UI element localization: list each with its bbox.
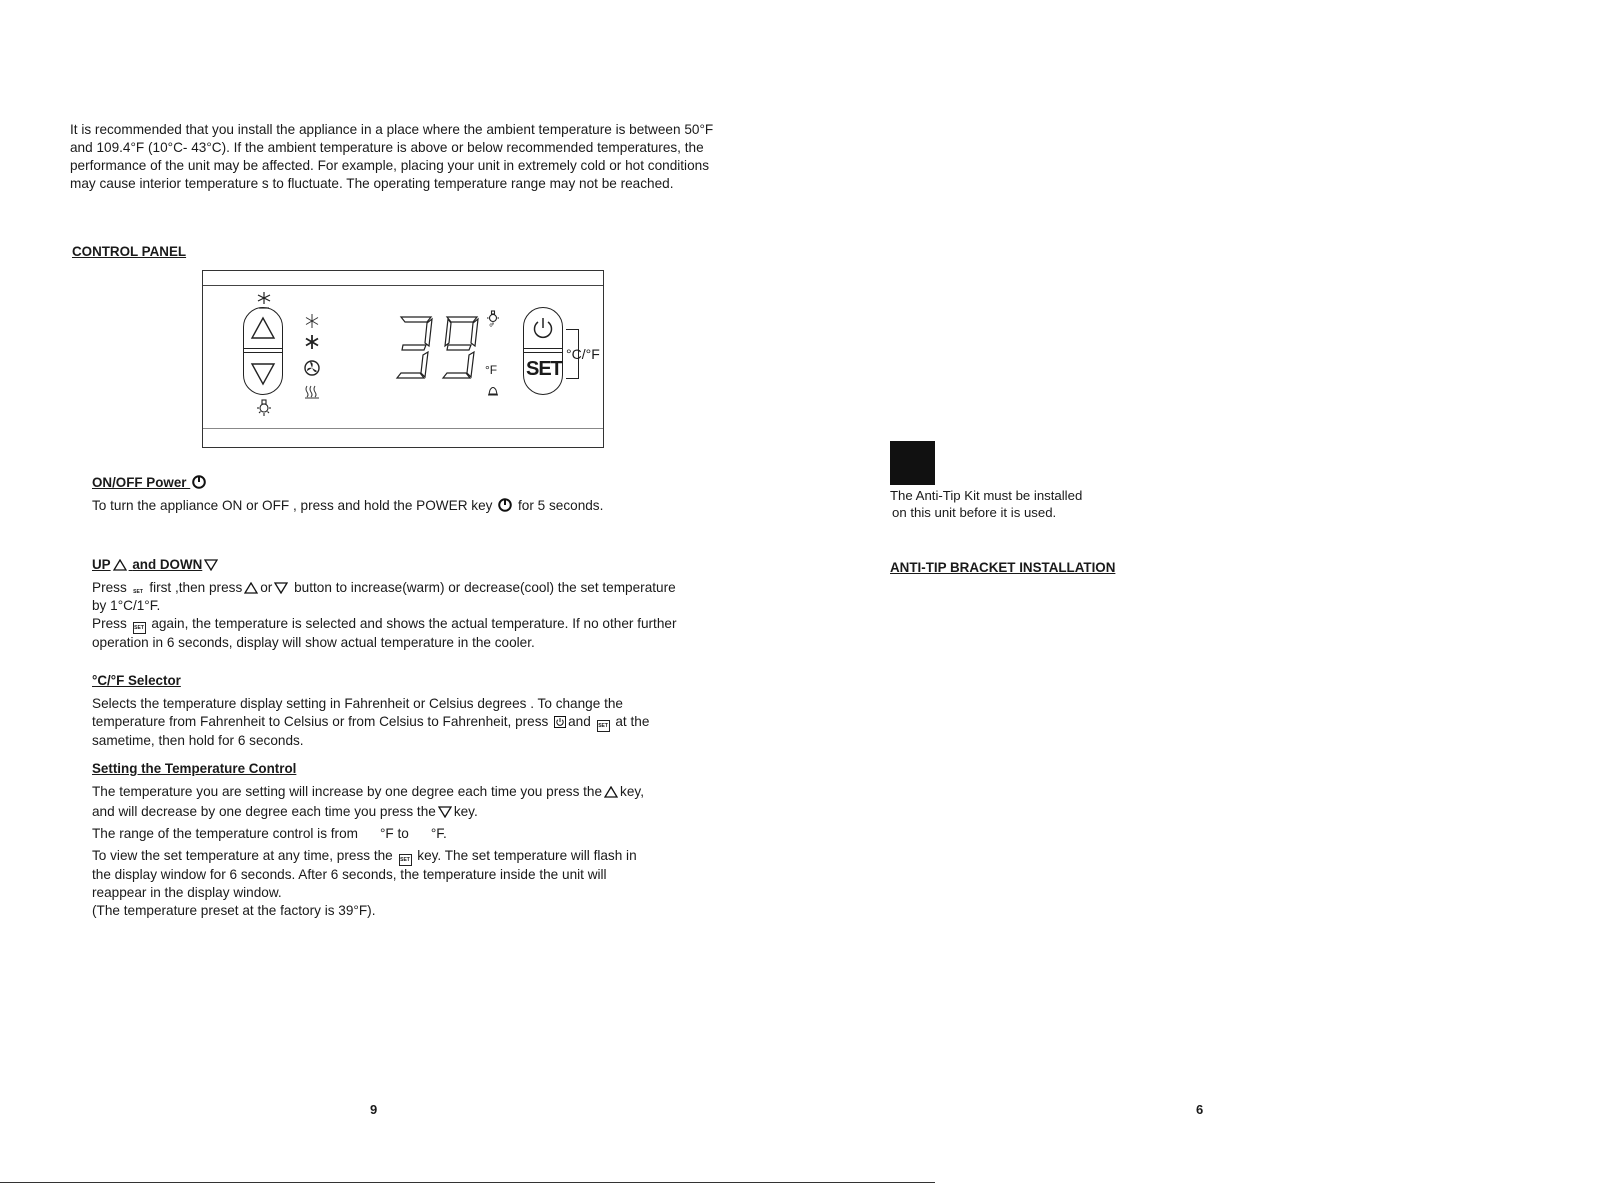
warning-symbol-box [890,441,935,485]
down-arrow-icon [204,559,218,571]
text: Press [92,616,127,631]
down-arrow-icon[interactable] [250,362,276,386]
intro-line: performance of the unit may be affected. For example, placing your unit in extremely cold or hot conditions [70,158,709,173]
text: again, the temperature is selected and shows the actual temperature. If no other further [151,616,677,631]
setting-section [92,760,732,920]
text: °F to [379,826,409,841]
text: °F. [430,826,447,841]
text: at the [615,714,650,729]
bottom-rule [0,1182,935,1183]
setting-line: the display window for 6 seconds. After 6 seconds, the temperature inside the unit will [92,867,607,882]
alarm-bell-icon [487,385,499,397]
set-key-icon: SET [597,720,610,732]
power-heading [92,474,732,492]
anti-tip-heading: ANTI-TIP BRACKET INSTALLATION [890,560,1116,575]
panel-bottom-band [203,428,603,429]
setting-line [92,803,732,821]
text: and will decrease by one degree each time you press the [92,804,436,819]
power-key-icon [554,716,566,728]
up-arrow-icon[interactable] [250,316,276,340]
snowflake-icon [304,313,320,329]
text: key. The set temperature will flash in [417,848,637,863]
intro-line: and 109.4°F (10°C- 43°C). If the ambient temperature is above or below recommended temperatures, the [70,140,704,155]
super-cool-icon [304,334,320,350]
setting-line [92,783,732,801]
setting-line: reappear in the display window. [92,885,282,900]
display-digit-3 [395,315,435,381]
page-number-left: 9 [370,1102,378,1117]
setting-line [92,847,732,866]
light-bulb-icon [255,397,273,417]
fahrenheit-indicator: °F [485,363,498,377]
text: first ,then press [149,580,243,595]
control-panel-diagram [202,270,604,448]
up-down-line [92,579,732,597]
setting-line [92,825,732,843]
warning-line: on this unit before it is used. [892,505,1057,520]
power-icon [498,498,512,512]
power-icon [192,475,206,489]
page-number-right: 6 [1196,1102,1204,1117]
set-key-icon: SET [133,589,143,595]
text: Press [92,580,127,595]
up-down-line: operation in 6 seconds, display will show actual temperature in the cooler. [92,635,535,650]
text: temperature from Fahrenheit to Celsius or from Celsius to Fahrenheit, press [92,714,549,729]
degree-indicator: ° [489,323,493,334]
anti-tip-warning [890,487,1150,521]
unit-selector-line [92,713,732,732]
text: or [260,580,273,595]
unit-selector-line: Selects the temperature display setting in Fahrenheit or Celsius degrees . To change the [92,696,623,711]
warning-line: The Anti-Tip Kit must be installed [890,488,1083,503]
up-down-line: by 1°C/1°F. [92,598,161,613]
power-icon[interactable] [531,316,555,340]
intro-line: may cause interior temperature s to fluctuate. The operating temperature range may not be reached. [70,176,674,191]
setting-line: (The temperature preset at the factory is 39°F). [92,903,376,918]
up-down-heading [92,556,732,574]
panel-top-band [203,285,603,286]
text: key, [620,784,644,799]
display-digits [393,409,394,410]
up-down-line [92,615,732,634]
text: button to increase(warm) or decrease(cool) the set temperature [294,580,676,595]
power-text-after: for 5 seconds. [518,498,604,513]
text: The temperature you are setting will increase by one degree each time you press the [92,784,603,799]
power-section [92,474,732,515]
down-arrow-icon [438,806,452,818]
intro-paragraph [70,121,760,193]
setting-heading: Setting the Temperature Control [92,761,297,776]
text: and [568,714,591,729]
unit-selector-section [92,672,732,750]
text: The range of the temperature control is from [92,826,358,841]
up-down-key[interactable] [243,307,283,395]
up-down-section [92,556,732,652]
up-arrow-icon [604,786,618,798]
up-arrow-icon [244,582,258,594]
unit-selector-line: sametime, then hold for 6 seconds. [92,733,304,748]
set-button-label[interactable]: SET [526,358,562,380]
text: To view the set temperature at any time, press the [92,848,393,863]
heater-icon [304,385,320,399]
up-arrow-icon [113,559,127,571]
unit-selector-heading: °C/°F Selector [92,673,181,688]
heading-up-text: UP [92,557,111,572]
unit-toggle-label: °C/°F [566,346,600,362]
down-arrow-icon [274,582,288,594]
heading-down-text: and DOWN [132,557,203,572]
fan-icon [304,360,320,376]
text: key. [453,804,478,819]
control-panel-heading: CONTROL PANEL [72,244,187,259]
set-key-icon: SET [133,622,146,634]
intro-line: It is recommended that you install the appliance in a place where the ambient temperature is between 50°F [70,122,714,137]
power-instruction [92,497,732,515]
power-set-key[interactable] [523,307,563,395]
set-key-icon: SET [399,854,412,866]
power-heading-text: ON/OFF Power [92,475,187,490]
power-text-before: To turn the appliance ON or OFF , press and hold the POWER key [92,498,493,513]
display-digit-9 [439,315,479,381]
